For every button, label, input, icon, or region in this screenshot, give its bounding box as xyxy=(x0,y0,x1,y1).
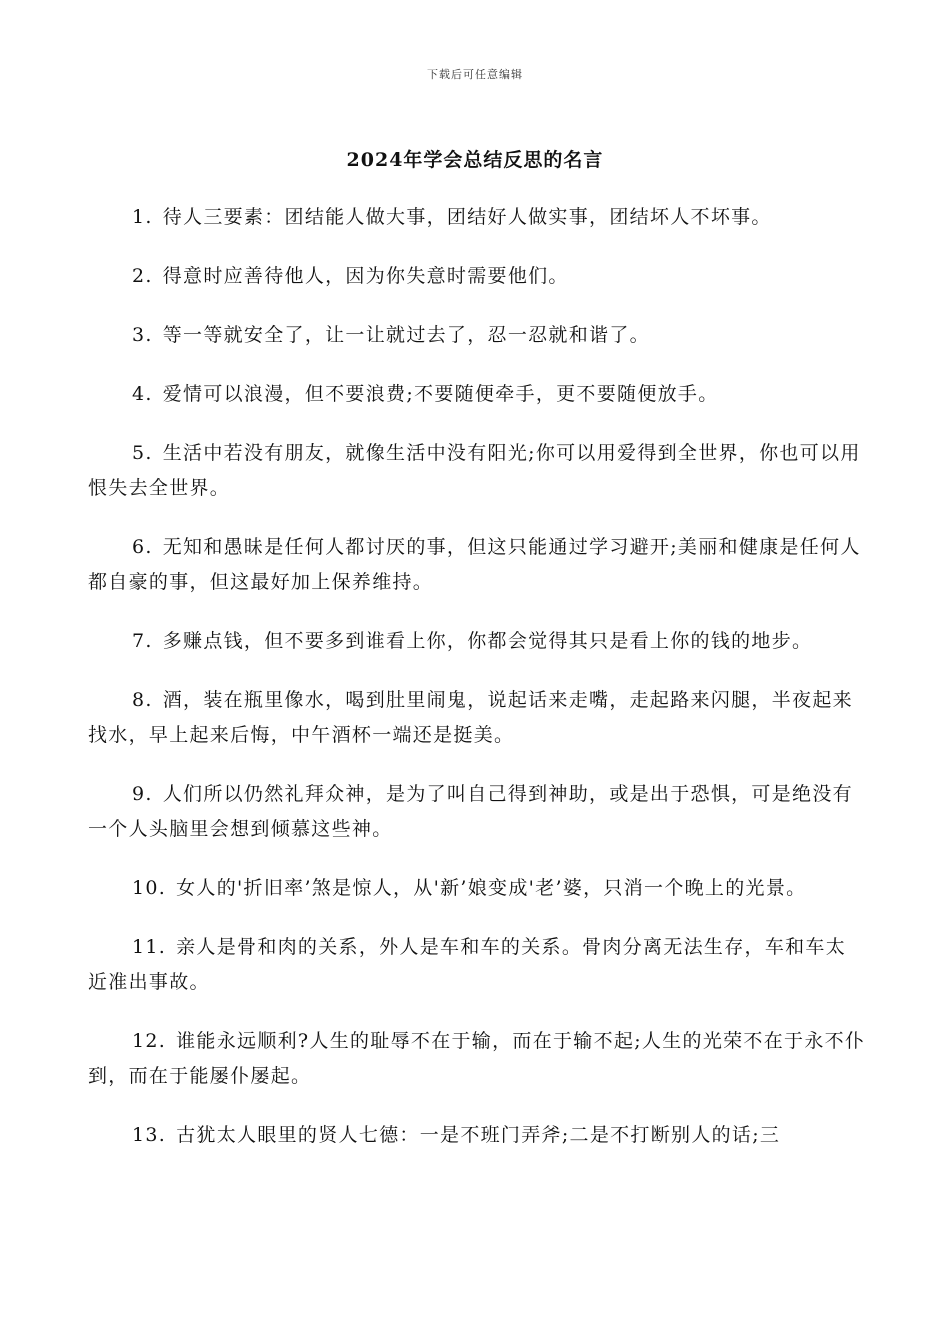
quote-text: 酒，装在瓶里像水，喝到肚里闹鬼，说起话来走嘴，走起路来闪腿，半夜起来找水，早上起来后悔，中午酒杯一端还是挺美。 xyxy=(88,689,853,746)
quote-item xyxy=(88,1118,866,1153)
quote-item xyxy=(88,1024,866,1094)
quote-number: 3. xyxy=(132,324,153,346)
quote-text: 生活中若没有朋友，就像生活中没有阳光;你可以用爱得到全世界，你也可以用恨失去全世界。 xyxy=(88,442,861,499)
quote-item xyxy=(88,624,866,659)
quote-number: 10. xyxy=(132,877,167,899)
quote-item xyxy=(88,871,866,906)
quote-number: 9. xyxy=(132,783,153,805)
quote-text: 爱情可以浪漫，但不要浪费;不要随便牵手，更不要随便放手。 xyxy=(162,383,719,405)
header-note: 下载后可任意编辑 xyxy=(427,68,523,81)
quote-text: 人们所以仍然礼拜众神，是为了叫自己得到神助，或是出于恐惧，可是绝没有一个人头脑里会想到倾慕这些神。 xyxy=(88,783,853,840)
quote-item xyxy=(88,683,866,753)
quote-text: 谁能永远顺利?人生的耻辱不在于输，而在于输不起;人生的光荣不在于永不仆到，而在于能屡仆屡起。 xyxy=(88,1030,866,1087)
quote-number: 5. xyxy=(132,442,153,464)
quote-number: 6. xyxy=(132,536,153,558)
quote-number: 1. xyxy=(132,206,153,228)
quote-number: 4. xyxy=(132,383,153,405)
quote-list xyxy=(88,200,866,1177)
quote-item xyxy=(88,930,866,1000)
quote-number: 13. xyxy=(132,1124,167,1146)
quote-number: 8. xyxy=(132,689,153,711)
quote-number: 11. xyxy=(132,936,167,958)
quote-number: 7. xyxy=(132,630,153,652)
quote-text: 等一等就安全了，让一让就过去了，忍一忍就和谐了。 xyxy=(162,324,650,346)
quote-item xyxy=(88,377,866,412)
quote-item xyxy=(88,530,866,600)
quote-item xyxy=(88,436,866,506)
quote-number: 12. xyxy=(132,1030,167,1052)
quote-text: 待人三要素：团结能人做大事，团结好人做实事，团结坏人不坏事。 xyxy=(162,206,772,228)
quote-number: 2. xyxy=(132,265,153,287)
document-title: 2024年学会总结反思的名言 xyxy=(346,149,604,171)
quote-text: 古犹太人眼里的贤人七德：一是不班门弄斧;二是不打断别人的话;三 xyxy=(176,1124,781,1146)
quote-text: 得意时应善待他人，因为你失意时需要他们。 xyxy=(162,265,569,287)
quote-text: 无知和愚昧是任何人都讨厌的事，但这只能通过学习避开;美丽和健康是任何人都自豪的事，但这最好加上保养维持。 xyxy=(88,536,861,593)
quote-text: 亲人是骨和肉的关系，外人是车和车的关系。骨肉分离无法生存，车和车太近准出事故。 xyxy=(88,936,847,993)
quote-item xyxy=(88,200,866,235)
quote-item xyxy=(88,318,866,353)
quote-text: 女人的'折旧率’煞是惊人，从'新’娘变成'老’婆，只消一个晚上的光景。 xyxy=(176,877,807,899)
quote-text: 多赚点钱，但不要多到谁看上你，你都会觉得其只是看上你的钱的地步。 xyxy=(162,630,813,652)
quote-item xyxy=(88,777,866,847)
quote-item xyxy=(88,259,866,294)
